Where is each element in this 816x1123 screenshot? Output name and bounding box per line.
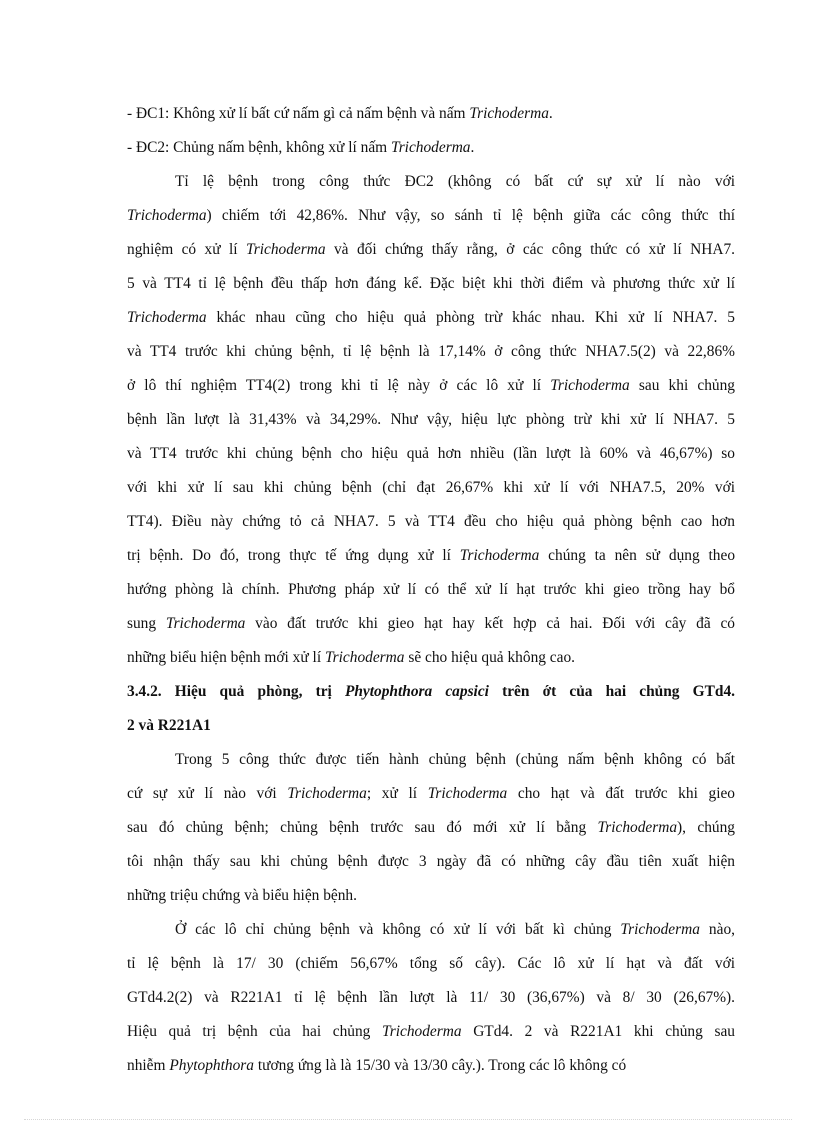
paragraph-line — [127, 614, 735, 634]
paragraph-line — [127, 1056, 626, 1076]
text-run: ) chiếm tới 42,86%. Như vậy, so sánh tỉ lệ bệnh giữa các công thức thí — [206, 207, 735, 224]
text-run: hướng phòng là chính. Phương pháp xử lí có thể xử lí hạt trước khi gieo trồng hay bổ — [127, 581, 735, 598]
italic-term: Trichoderma — [246, 241, 326, 258]
text-run: Tỉ lệ bệnh trong công thức ĐC2 (không có bất cứ sự xử lí nào với — [175, 173, 735, 190]
italic-term: Trichoderma — [127, 207, 207, 224]
paragraph-line — [127, 206, 735, 226]
text-run: - ĐC2: Chủng nấm bệnh, không xử lí nấm — [127, 139, 391, 156]
paragraph-line — [127, 342, 735, 362]
italic-term: Trichoderma — [469, 105, 549, 122]
text-run: bệnh lần lượt là 31,43% và 34,29%. Như vậy, hiệu lực phòng trừ khi xử lí NHA7. 5 — [127, 411, 735, 428]
paragraph-line — [127, 580, 735, 600]
text-run: với khi xử lí sau khi chủng bệnh (chỉ đạt 26,67% khi xử lí với NHA7.5, 20% với — [127, 479, 735, 496]
paragraph-line — [127, 410, 735, 430]
text-run: TT4). Điều này chứng tỏ cả NHA7. 5 và TT4 đều cho hiệu quả phòng bệnh cao hơn — [127, 513, 735, 530]
paragraph-line — [127, 274, 735, 294]
text-run: nhiễm — [127, 1057, 170, 1074]
paragraph-line — [127, 240, 735, 260]
paragraph-line — [127, 308, 735, 328]
text-run: Ở các lô chỉ chủng bệnh và không có xử lí với bất kì chủng — [175, 921, 621, 938]
text-run: cứ sự xử lí nào với — [127, 785, 288, 802]
paragraph-line — [127, 1022, 735, 1042]
paragraph-line — [127, 138, 474, 158]
text-run: trị bệnh. Do đó, trong thực tế ứng dụng xử lí — [127, 547, 460, 564]
paragraph-line — [127, 818, 735, 838]
page-bottom-rule — [24, 1119, 792, 1120]
italic-term: Trichoderma — [127, 309, 207, 326]
text-run: ở lô thí nghiệm TT4(2) trong khi tỉ lệ này ở các lô xử lí — [127, 377, 551, 394]
text-run: nào, — [699, 921, 735, 938]
text-run: những triệu chứng và biểu hiện bệnh. — [127, 887, 357, 904]
paragraph-line — [127, 648, 575, 668]
italic-term: Phytophthora capsici — [344, 683, 489, 700]
text-run: . — [470, 139, 475, 156]
text-run: ), chúng — [677, 819, 735, 836]
text-run: tỉ lệ bệnh là 17/ 30 (chiếm 56,67% tổng số cây). Các lô xử lí hạt và đất với — [127, 955, 735, 972]
paragraph-line — [127, 478, 735, 498]
text-run: tương ứng là là 15/30 và 13/30 cây.). Trong các lô không có — [253, 1057, 627, 1074]
text-run: 2 và R221A1 — [127, 717, 211, 734]
paragraph-line — [127, 784, 735, 804]
section-heading-line — [127, 716, 211, 736]
paragraph-line — [127, 376, 735, 396]
text-run: GTd4. 2 và R221A1 khi chủng sau — [461, 1023, 735, 1040]
text-run: sau khi chủng — [629, 377, 735, 394]
italic-term: Trichoderma — [382, 1023, 462, 1040]
text-run: ; xử lí — [366, 785, 428, 802]
text-run: sung — [127, 615, 166, 632]
text-run: nghiệm có xử lí — [127, 241, 247, 258]
text-run: và TT4 trước khi chủng bệnh cho hiệu quả hơn nhiều (lần lượt là 60% và 46,67%) so — [127, 445, 735, 462]
italic-term: Trichoderma — [287, 785, 367, 802]
text-run: 5 và TT4 tỉ lệ bệnh đều thấp hơn đáng kể. Đặc biệt khi thời điểm và phương thức xử lí — [127, 275, 735, 292]
text-run: trên ớt của hai chủng GTd4. — [488, 683, 735, 700]
text-run: và đối chứng thấy rằng, ở các công thức có xử lí NHA7. — [325, 241, 736, 258]
text-run: sẽ cho hiệu quả không cao. — [404, 649, 576, 666]
paragraph-line — [127, 444, 735, 464]
italic-term: Trichoderma — [165, 615, 246, 632]
paragraph-line — [175, 750, 735, 770]
paragraph-line — [127, 546, 735, 566]
text-run: cho hạt và đất trước khi gieo — [507, 785, 735, 802]
text-run: tôi nhận thấy sau khi chủng bệnh được 3 ngày đã có những cây đầu tiên xuất hiện — [127, 853, 735, 870]
paragraph-line — [127, 104, 553, 124]
text-run: sau đó chủng bệnh; chủng bệnh trước sau đó mới xử lí bằng — [127, 819, 598, 836]
paragraph-line — [127, 852, 735, 872]
italic-term: Trichoderma — [427, 785, 508, 802]
paragraph-line — [127, 988, 735, 1008]
text-run: 3.4.2. Hiệu quả phòng, trị — [127, 683, 345, 700]
text-run: Hiệu quả trị bệnh của hai chủng — [127, 1023, 383, 1040]
text-run: - ĐC1: Không xử lí bất cứ nấm gì cả nấm bệnh và nấm — [127, 105, 470, 122]
paragraph-line — [127, 886, 357, 906]
paragraph-line — [127, 512, 735, 532]
text-run: Trong 5 công thức được tiến hành chủng bệnh (chủng nấm bệnh không có bất — [175, 751, 735, 768]
italic-term: Trichoderma — [459, 547, 540, 564]
text-run: . — [548, 105, 553, 122]
italic-term: Trichoderma — [597, 819, 678, 836]
italic-term: Trichoderma — [324, 649, 405, 666]
text-run: GTd4.2(2) và R221A1 tỉ lệ bệnh lần lượt là 11/ 30 (36,67%) và 8/ 30 (26,67%). — [127, 989, 735, 1006]
text-run: vào đất trước khi gieo hạt hay kết hợp cả hai. Đối với cây đã có — [245, 615, 735, 632]
italic-term: Trichoderma — [390, 139, 471, 156]
text-run: chúng ta nên sử dụng theo — [539, 547, 736, 564]
paragraph-line — [175, 920, 735, 940]
italic-term: Trichoderma — [620, 921, 700, 938]
italic-term: Trichoderma — [550, 377, 630, 394]
paragraph-line — [175, 172, 735, 192]
paragraph-line — [127, 954, 735, 974]
text-run: và TT4 trước khi chủng bệnh, tỉ lệ bệnh là 17,14% ở công thức NHA7.5(2) và 22,86% — [127, 343, 735, 360]
italic-term: Phytophthora — [169, 1057, 254, 1074]
section-heading-line — [127, 682, 735, 702]
text-run: những biểu hiện bệnh mới xử lí — [127, 649, 325, 666]
text-run: khác nhau cũng cho hiệu quả phòng trừ khác nhau. Khi xử lí NHA7. 5 — [206, 309, 735, 326]
